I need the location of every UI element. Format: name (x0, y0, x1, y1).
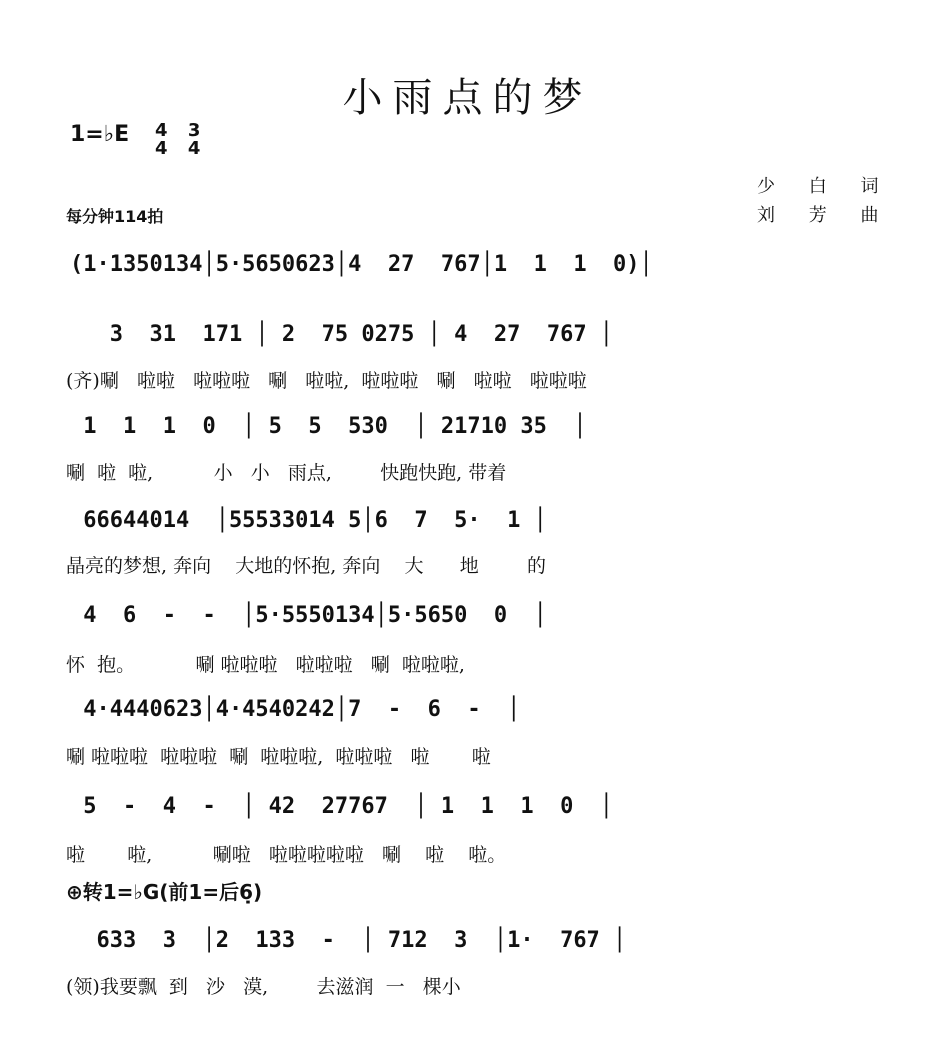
music-row-7: 5 - 4 - │ 42 27767 │ 1 1 1 0 │ (70, 794, 614, 819)
lyricist-credit: 少 白 词 (757, 176, 893, 197)
composer-credit: 刘 芳 曲 (757, 205, 893, 226)
music-row-1: (1·1350134│5·5650623│4 27 767│1 1 1 0)│ (70, 252, 653, 277)
tempo-marking: 每分钟114拍 (66, 207, 164, 226)
modulation-marking: ⊕转1=♭G(前1=后6̣) (66, 880, 263, 904)
lyrics-row-6: 唰 啦啦啦 啦啦啦 唰 啦啦啦, 啦啦啦 啦 啦 (66, 746, 491, 768)
lyrics-row-5: 怀 抱。 唰 啦啦啦 啦啦啦 唰 啦啦啦, (66, 654, 465, 676)
meter-1: 4 4 (155, 120, 168, 159)
page-title: 小雨点的梦 (342, 75, 593, 121)
lyrics-row-4: 晶亮的梦想, 奔向 大地的怀抱, 奔向 大 地 的 (66, 555, 547, 577)
music-row-8: 633 3 │2 133 - │ 712 3 │1· 767 │ (70, 928, 627, 953)
music-row-6: 4·4440623│4·4540242│7 - 6 - │ (70, 697, 521, 722)
meter-2: 3 4 (187, 120, 201, 159)
music-row-5: 4 6 - - │5·5550134│5·5650 0 │ (70, 603, 547, 628)
time-signatures (155, 122, 214, 158)
lyrics-row-7: 啦 啦, 唰啦 啦啦啦啦啦 唰 啦 啦。 (66, 844, 507, 866)
key-signature: 1=♭E (70, 122, 130, 147)
lyrics-row-8: (领)我要飘 到 沙 漠, 去滋润 一 棵小 (66, 976, 461, 998)
lyrics-row-2: (齐)唰 啦啦 啦啦啦 唰 啦啦, 啦啦啦 唰 啦啦 啦啦啦 (66, 370, 587, 392)
music-row-4: 66644014 │55533014 5│6 7 5· 1 │ (70, 508, 547, 533)
music-row-3: 1 1 1 0 │ 5 5 530 │ 21710 35 │ (70, 414, 587, 439)
music-row-2: 3 31 171 │ 2 75 0275 │ 4 27 767 │ (70, 322, 614, 347)
lyrics-row-3: 唰 啦 啦, 小 小 雨点, 快跑快跑, 带着 (66, 462, 507, 484)
